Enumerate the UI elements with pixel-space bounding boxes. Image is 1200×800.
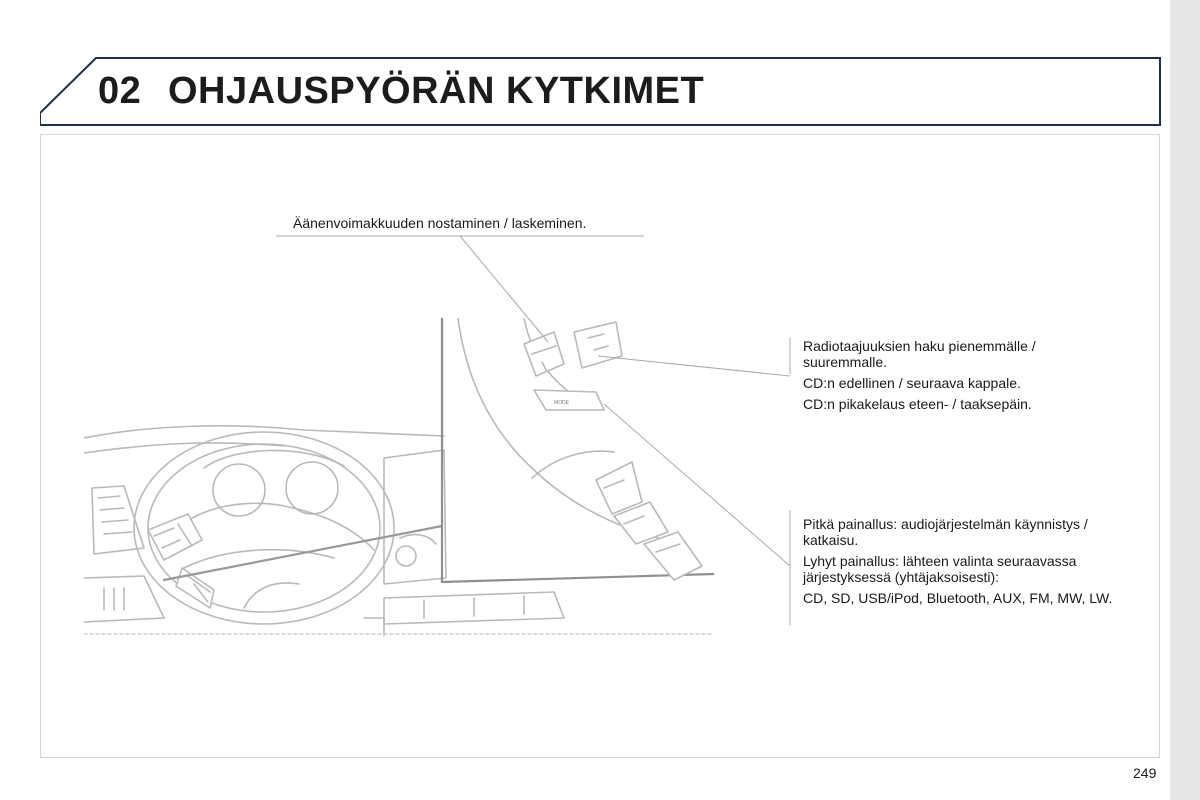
seek-callout-line: CD:n pikakelaus eteen- / taaksepäin. bbox=[803, 396, 1032, 412]
seek-callout-line: Radiotaajuuksien haku pienemmälle / suuremmalle. bbox=[803, 338, 1036, 370]
mode-callout-line: CD, SD, USB/iPod, Bluetooth, AUX, FM, MW, LW. bbox=[803, 590, 1113, 606]
chapter-title: OHJAUSPYÖRÄN KYTKIMET bbox=[168, 70, 705, 112]
mode-callout bbox=[803, 516, 1133, 611]
mode-callout-line: Pitkä painallus: audiojärjestelmän käynnistys / katkaisu. bbox=[803, 516, 1088, 548]
chapter-number: 02 bbox=[98, 70, 142, 112]
seek-callout bbox=[803, 338, 1103, 417]
mode-button-text: MODE bbox=[554, 400, 569, 406]
volume-callout bbox=[293, 215, 653, 236]
page-number: 249 bbox=[1133, 765, 1157, 781]
seek-callout-line: CD:n edellinen / seuraava kappale. bbox=[803, 375, 1021, 391]
volume-callout-text: Äänenvoimakkuuden nostaminen / laskeminen. bbox=[293, 215, 587, 231]
mode-callout-line: Lyhyt painallus: lähteen valinta seuraavassa järjestyksessä (yhtäjaksoisesti): bbox=[803, 553, 1077, 585]
